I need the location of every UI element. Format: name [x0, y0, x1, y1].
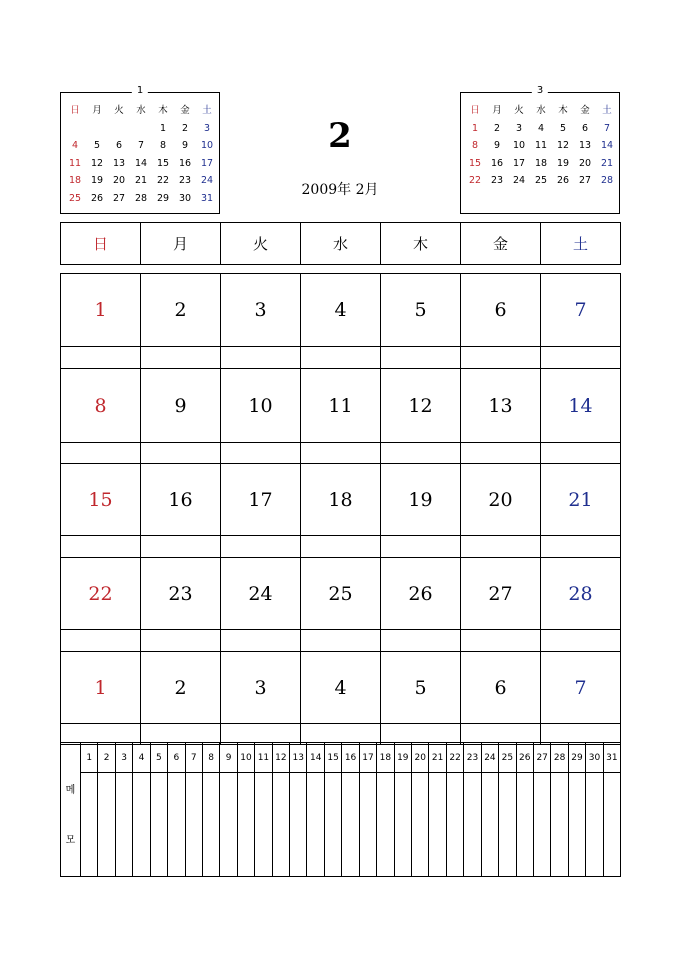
- mini-day: 25: [534, 175, 548, 186]
- mini-weekday: 土: [602, 105, 612, 116]
- day-note-cell[interactable]: [301, 347, 381, 368]
- memo-day-column[interactable]: [342, 743, 359, 876]
- day-cell[interactable]: 7: [574, 299, 587, 321]
- memo-day-column[interactable]: [186, 743, 203, 876]
- day-note-cell[interactable]: [301, 443, 381, 463]
- memo-table: [60, 742, 621, 877]
- memo-day-number: 5: [151, 743, 167, 773]
- mini-weekday: 日: [70, 105, 80, 116]
- day-note-cell[interactable]: [461, 347, 541, 368]
- memo-day-column[interactable]: [290, 743, 307, 876]
- memo-day-column[interactable]: [220, 743, 237, 876]
- memo-day-number: 18: [377, 743, 393, 773]
- weekday-header-cell: 月: [141, 223, 221, 264]
- weekday-header-cell: 水: [301, 223, 381, 264]
- mini-day: 26: [556, 175, 570, 186]
- day-note-cell[interactable]: [221, 724, 301, 744]
- day-note-cell[interactable]: [541, 443, 620, 463]
- memo-day-column[interactable]: [482, 743, 499, 876]
- day-note-cell[interactable]: [221, 630, 301, 651]
- day-note-cell[interactable]: [461, 630, 541, 651]
- memo-day-column[interactable]: [429, 743, 446, 876]
- mini-day: 21: [600, 157, 614, 169]
- day-cell[interactable]: 1: [61, 274, 141, 346]
- memo-day-number: 30: [586, 743, 602, 773]
- day-note-cell[interactable]: [381, 347, 461, 368]
- mini-weekday: 月: [492, 105, 502, 116]
- mini-day: 15: [156, 157, 170, 169]
- month-grid: [60, 273, 621, 745]
- mini-day: 5: [93, 140, 101, 151]
- month-number: 2: [328, 116, 352, 156]
- mini-day: 9: [493, 140, 501, 151]
- weekday-header-row: [60, 222, 621, 265]
- memo-day-number: 20: [412, 743, 428, 773]
- mini-day: 8: [471, 140, 479, 151]
- mini-day: 18: [68, 175, 82, 186]
- mini-day: 6: [581, 122, 589, 134]
- memo-day-number: 10: [238, 743, 254, 773]
- day-note-cell[interactable]: [61, 724, 141, 744]
- memo-day-number: 28: [551, 743, 567, 773]
- weekday-header-cell: 木: [381, 223, 461, 264]
- memo-day-number: 17: [360, 743, 376, 773]
- memo-day-column[interactable]: [203, 743, 220, 876]
- day-note-cell[interactable]: [461, 724, 541, 744]
- day-note-cell[interactable]: [301, 630, 381, 651]
- mini-day: 12: [90, 157, 104, 169]
- mini-day: 18: [534, 157, 548, 169]
- memo-day-number: 13: [290, 743, 306, 773]
- day-cell[interactable]: 22: [61, 558, 141, 629]
- memo-label-top: 메: [65, 785, 76, 796]
- memo-day-column[interactable]: [325, 743, 342, 876]
- memo-label-column: [61, 743, 81, 876]
- day-cell[interactable]: 12: [381, 369, 461, 442]
- mini-weekday: 水: [536, 105, 546, 116]
- mini-day: 31: [200, 192, 214, 204]
- day-note-cell[interactable]: [381, 724, 461, 744]
- day-note-cell[interactable]: [301, 724, 381, 744]
- day-note-cell[interactable]: [61, 536, 141, 557]
- memo-day-number: 12: [273, 743, 289, 773]
- day-note-cell[interactable]: [381, 443, 461, 463]
- memo-day-column[interactable]: [604, 743, 620, 876]
- day-cell[interactable]: 16: [141, 464, 221, 535]
- day-cell[interactable]: 3: [221, 652, 301, 723]
- mini-day: 22: [156, 175, 170, 186]
- memo-day-number: 11: [255, 743, 271, 773]
- memo-day-number: 24: [482, 743, 498, 773]
- memo-day-number: 16: [342, 743, 358, 773]
- day-cell[interactable]: 28: [568, 582, 593, 605]
- mini-day: 13: [578, 140, 592, 151]
- mini-weekday: 土: [202, 105, 212, 116]
- memo-day-number: 21: [429, 743, 445, 773]
- mini-day: 2: [493, 122, 501, 134]
- weekday-header-cell: 金: [461, 223, 541, 264]
- mini-day: [86, 120, 108, 138]
- mini-day: [108, 120, 130, 138]
- mini-day: 20: [112, 175, 126, 186]
- mini-day: 14: [600, 140, 614, 151]
- day-cell[interactable]: 17: [221, 464, 301, 535]
- day-cell[interactable]: 9: [141, 369, 221, 442]
- memo-day-number: 7: [186, 743, 202, 773]
- day-note-cell[interactable]: [541, 347, 620, 368]
- mini-day: 19: [556, 157, 570, 169]
- mini-day: 5: [559, 122, 567, 134]
- mini-day: 3: [515, 122, 523, 134]
- day-cell[interactable]: 5: [381, 652, 461, 723]
- day-cell[interactable]: 24: [221, 558, 301, 629]
- next-month-title: 3: [532, 84, 548, 98]
- day-cell[interactable]: 2: [141, 274, 221, 346]
- day-cell[interactable]: 6: [461, 652, 541, 723]
- week-row: [60, 273, 621, 368]
- memo-day-column[interactable]: [255, 743, 272, 876]
- day-cell[interactable]: 18: [301, 464, 381, 535]
- mini-weekday: 火: [114, 105, 124, 116]
- day-cell[interactable]: 15: [61, 464, 141, 535]
- prev-month-grid: [64, 102, 218, 207]
- day-cell[interactable]: 21: [568, 488, 593, 511]
- mini-day: 2: [181, 122, 189, 134]
- day-cell[interactable]: 23: [141, 558, 221, 629]
- memo-day-number: 9: [220, 743, 236, 773]
- day-note-cell[interactable]: [141, 630, 221, 651]
- mini-day: 1: [159, 122, 167, 134]
- week-row: [60, 368, 621, 463]
- memo-day-number: 26: [517, 743, 533, 773]
- day-cell[interactable]: 20: [461, 464, 541, 535]
- day-cell[interactable]: 10: [221, 369, 301, 442]
- memo-day-number: 19: [395, 743, 411, 773]
- memo-day-column[interactable]: [377, 743, 394, 876]
- mini-day: 16: [490, 157, 504, 169]
- mini-day: 8: [159, 140, 167, 151]
- memo-day-column[interactable]: [412, 743, 429, 876]
- day-note-cell[interactable]: [61, 443, 141, 463]
- memo-day-number: 14: [307, 743, 323, 773]
- memo-day-column[interactable]: [569, 743, 586, 876]
- memo-day-number: 8: [203, 743, 219, 773]
- memo-day-column[interactable]: [168, 743, 185, 876]
- mini-day: 23: [178, 175, 192, 186]
- memo-day-number: 3: [116, 743, 132, 773]
- mini-day: 26: [90, 192, 104, 204]
- next-month-mini-calendar: [460, 85, 620, 214]
- day-cell[interactable]: 2: [141, 652, 221, 723]
- mini-day: 6: [115, 140, 123, 151]
- mini-day: 27: [112, 192, 126, 204]
- day-note-cell[interactable]: [61, 347, 141, 368]
- day-note-cell[interactable]: [221, 443, 301, 463]
- memo-day-number: 23: [464, 743, 480, 773]
- day-cell[interactable]: 7: [574, 676, 587, 699]
- day-cell[interactable]: 26: [381, 558, 461, 629]
- memo-day-number: 25: [499, 743, 515, 773]
- mini-day: 10: [512, 140, 526, 151]
- mini-day: 13: [112, 157, 126, 169]
- memo-day-column[interactable]: [499, 743, 516, 876]
- mini-weekday: 月: [92, 105, 102, 116]
- memo-day-column[interactable]: [534, 743, 551, 876]
- memo-day-column[interactable]: [586, 743, 603, 876]
- day-note-cell[interactable]: [301, 536, 381, 557]
- mini-weekday: 金: [580, 105, 590, 116]
- memo-day-column[interactable]: [551, 743, 568, 876]
- day-note-cell[interactable]: [541, 630, 620, 651]
- day-note-cell[interactable]: [461, 443, 541, 463]
- mini-day: 16: [178, 157, 192, 169]
- memo-day-number: 31: [604, 743, 620, 773]
- day-note-cell[interactable]: [541, 536, 620, 557]
- memo-day-column[interactable]: [273, 743, 290, 876]
- weekday-header-cell: 火: [221, 223, 301, 264]
- prev-month-mini-calendar: [60, 85, 220, 214]
- memo-day-column[interactable]: [81, 743, 98, 876]
- mini-day: 11: [534, 140, 548, 151]
- prev-month-title: 1: [132, 84, 148, 98]
- memo-day-column[interactable]: [133, 743, 150, 876]
- mini-day: [64, 120, 86, 138]
- memo-day-number: 6: [168, 743, 184, 773]
- mini-day: 24: [512, 175, 526, 186]
- next-month-grid: [464, 102, 618, 190]
- mini-day: 30: [178, 192, 192, 204]
- mini-day: 23: [490, 175, 504, 186]
- memo-day-number: 27: [534, 743, 550, 773]
- mini-day: 10: [200, 140, 214, 151]
- mini-day: 17: [200, 157, 214, 169]
- day-note-cell[interactable]: [381, 630, 461, 651]
- day-cell[interactable]: 11: [301, 369, 381, 442]
- mini-day: 4: [71, 140, 79, 151]
- mini-day: 27: [578, 175, 592, 186]
- mini-weekday: 金: [180, 105, 190, 116]
- day-note-cell[interactable]: [141, 347, 221, 368]
- memo-day-column[interactable]: [307, 743, 324, 876]
- mini-day: 29: [156, 192, 170, 204]
- mini-day: 20: [578, 157, 592, 169]
- day-cell[interactable]: 6: [461, 274, 541, 346]
- mini-day: 14: [134, 157, 148, 169]
- mini-day: 4: [537, 122, 545, 134]
- day-note-cell[interactable]: [461, 536, 541, 557]
- mini-day: 7: [603, 122, 611, 134]
- mini-day: 28: [600, 175, 614, 186]
- day-note-cell[interactable]: [381, 536, 461, 557]
- mini-day: [130, 120, 152, 138]
- mini-day: 21: [134, 175, 148, 186]
- memo-day-number: 29: [569, 743, 585, 773]
- mini-weekday: 木: [558, 105, 568, 116]
- week-row: [60, 651, 621, 745]
- memo-day-column[interactable]: [447, 743, 464, 876]
- memo-day-column[interactable]: [517, 743, 534, 876]
- day-cell[interactable]: 5: [381, 274, 461, 346]
- memo-day-number: 2: [98, 743, 114, 773]
- memo-day-column[interactable]: [238, 743, 255, 876]
- memo-day-number: 4: [133, 743, 149, 773]
- weekday-header-cell: 日: [61, 223, 141, 264]
- week-row: [60, 463, 621, 557]
- memo-day-number: 15: [325, 743, 341, 773]
- day-note-cell[interactable]: [141, 443, 221, 463]
- day-cell[interactable]: 14: [568, 394, 593, 417]
- day-cell[interactable]: 19: [381, 464, 461, 535]
- mini-weekday: 水: [136, 105, 146, 116]
- day-cell[interactable]: 1: [61, 652, 141, 723]
- mini-day: 3: [203, 122, 211, 134]
- day-cell[interactable]: 4: [301, 274, 381, 346]
- day-cell[interactable]: 13: [461, 369, 541, 442]
- memo-day-column[interactable]: [464, 743, 481, 876]
- mini-day: 17: [512, 157, 526, 169]
- memo-day-column[interactable]: [151, 743, 168, 876]
- memo-day-number: 22: [447, 743, 463, 773]
- mini-weekday: 日: [470, 105, 480, 116]
- day-cell[interactable]: 25: [301, 558, 381, 629]
- mini-day: 11: [68, 157, 82, 169]
- memo-day-column[interactable]: [395, 743, 412, 876]
- memo-day-column[interactable]: [116, 743, 133, 876]
- day-note-cell[interactable]: [221, 536, 301, 557]
- mini-day: 24: [200, 175, 214, 186]
- memo-day-number: 1: [81, 743, 97, 773]
- day-cell[interactable]: 4: [301, 652, 381, 723]
- day-note-cell[interactable]: [541, 724, 620, 744]
- mini-day: 1: [471, 122, 479, 134]
- memo-day-columns: [81, 743, 620, 876]
- mini-day: 19: [90, 175, 104, 186]
- mini-day: 28: [134, 192, 148, 204]
- year-month-label: 2009年 2月: [301, 182, 379, 198]
- memo-day-column[interactable]: [98, 743, 115, 876]
- mini-day: 12: [556, 140, 570, 151]
- mini-day: 22: [468, 175, 482, 186]
- mini-day: 9: [181, 140, 189, 151]
- memo-label-bottom: 모: [65, 835, 76, 846]
- weekday-header-cell: 土: [572, 235, 588, 253]
- week-row: [60, 557, 621, 651]
- day-note-cell[interactable]: [141, 724, 221, 744]
- mini-day: 15: [468, 157, 482, 169]
- day-note-cell[interactable]: [141, 536, 221, 557]
- day-cell[interactable]: 27: [461, 558, 541, 629]
- mini-day: 7: [137, 140, 145, 151]
- memo-day-column[interactable]: [360, 743, 377, 876]
- mini-weekday: 火: [514, 105, 524, 116]
- mini-day: 25: [68, 192, 82, 204]
- day-cell[interactable]: 3: [221, 274, 301, 346]
- day-cell[interactable]: 8: [61, 369, 141, 442]
- mini-weekday: 木: [158, 105, 168, 116]
- day-note-cell[interactable]: [61, 630, 141, 651]
- day-note-cell[interactable]: [221, 347, 301, 368]
